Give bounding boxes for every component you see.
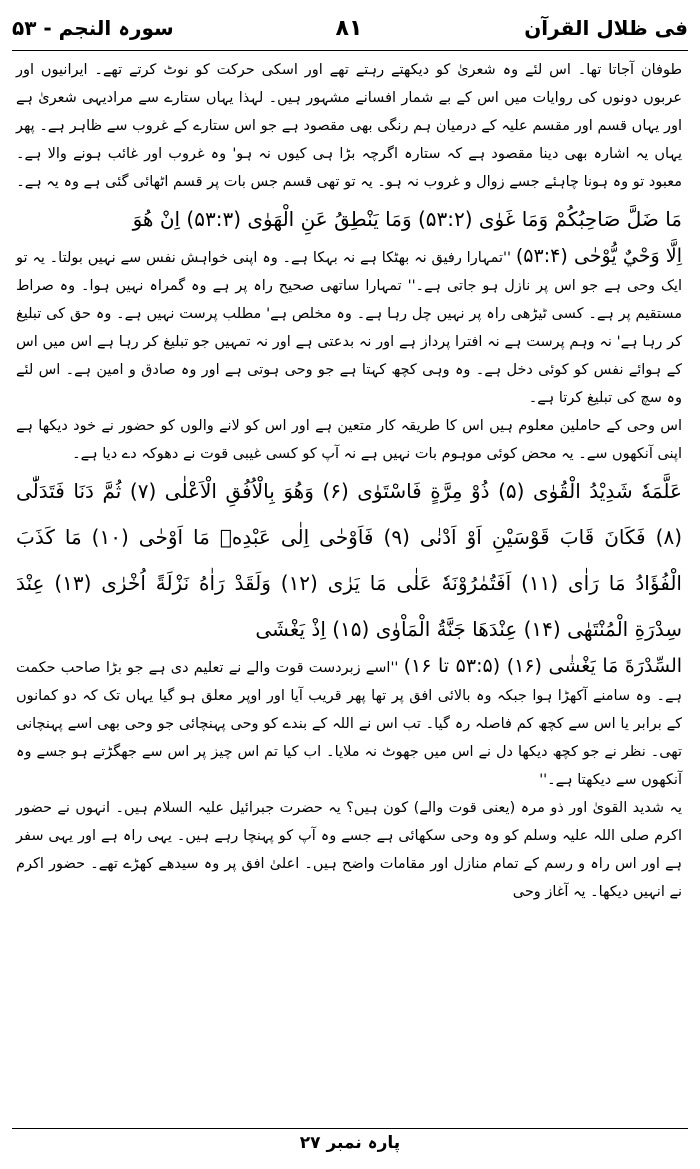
footer-divider	[12, 1128, 688, 1129]
paragraph-2	[16, 242, 682, 412]
verse-block-1: مَا ضَلَّ صَاحِبُكُمْ وَمَا غَوٰى (۵۳:۲) وَمَا يَنْطِقُ عَنِ الْهَوٰى (۵۳:۳) اِنْ هُوَ	[132, 207, 682, 231]
paragraph-5: یہ شدید القویٰ اور ذو مرہ (یعنی قوت والے) کون ہیں؟ یہ حضرت جبرائیل علیہ السلام ہیں۔ انہوں نے حضور اکرم صلی اللہ علیہ وسلم کو وہ وحی سکھائی ہے جسے وہ آپ کو پہنچا رہے ہیں۔ یہی راہ ہے اور یہی سفر ہے اور اس راہ و رسم کے تمام منازل اور مقامات واضح ہیں۔ اعلیٰ افق پر وہ سیدھے کھڑے تھے۔ حضور اکرم نے انہیں دیکھا۔ یہ آغاز وحی	[16, 800, 682, 900]
page-body	[16, 56, 682, 1123]
book-title: فی ظلال القرآن	[524, 16, 688, 40]
verse-inline-2: السِّدْرَةَ مَا يَغْشٰى (۱۶) (۵۳:۵ تا ۱۶)	[403, 655, 683, 677]
translation-1: ''تمہارا رفیق نہ بھٹکا ہے نہ بہکا ہے۔ وہ اپنی خواہش نفس سے نہیں بولتا۔ یہ تو ایک وحی ہے جو اس پر نازل ہو جاتی ہے۔'' تمہارا ساتھی صحیح راہ پر ہے وہ گمراہ نہیں ہوا۔ وہ صراط مستقیم پر ہے۔ کسی ٹیڑھی راہ پر نہیں چل رہا ہے۔ وہ مخلص ہے' مطلب پرست نہیں ہے۔ وہ حق کی تبلیغ کر رہا ہے' نہ وہم پرست ہے نہ افترا پرداز ہے اور نہ بدعتی ہے اور نہ تمہیں جو تبلیغ کر رہا ہے اس میں اس کے ہوائے نفس کو کوئی دخل ہے۔ وہ وہی کچھ کہتا ہے جو وحی ہوتی ہے اور وہ صادق و امین ہے۔ اس لئے وہ سچ کی تبلیغ کرتا ہے۔	[16, 250, 682, 406]
verse-inline-1: اِلَّا وَحْيٌ يُّوْحٰى (۵۳:۴)	[515, 245, 683, 267]
surah-label: سورہ النجم - ۵۳	[12, 16, 174, 40]
paragraph-3: اس وحی کے حاملین معلوم ہیں اس کا طریقہ کار متعین ہے اور اس کو لانے والوں کو حضور نے خود دیکھا ہے اپنی آنکھوں سے۔ یہ محض کوئی موہوم بات نہیں ہے نہ آپ کو کسی غیبی قوت نے دھوکہ دے دیا ہے۔	[16, 418, 682, 462]
page-header	[12, 8, 688, 48]
page-number: ۸۱	[335, 15, 363, 41]
paragraph-4	[16, 652, 682, 794]
header-divider	[12, 50, 688, 51]
para-number: پارہ نمبر ۲۷	[299, 1133, 401, 1153]
verse-block-2: عَلَّمَهٗ شَدِيْدُ الْقُوٰى (۵) ذُوْ مِرَّةٍ فَاسْتَوٰى (۶) وَهُوَ بِالْاُفُقِ الْاَعْلٰى (۷) ثُمَّ دَنَا فَتَدَلّٰى (۸) فَكَانَ قَابَ قَوْسَيْنِ اَوْ اَدْنٰى (۹) فَاَوْحٰى اِلٰى عَبْدِهٖ مَا اَوْحٰى (۱۰) مَا كَذَبَ الْفُؤَادُ مَا رَاٰى (۱۱) اَفَتُمٰرُوْنَهٗ عَلٰى مَا يَرٰى (۱۲) وَلَقَدْ رَاٰهُ نَزْلَةً اُخْرٰى (۱۳) عِنْدَ سِدْرَةِ الْمُنْتَهٰى (۱۴) عِنْدَهَا جَنَّةُ الْمَاْوٰى (۱۵) اِذْ يَغْشَى	[16, 479, 682, 641]
translation-2: ''اسے زبردست قوت والے نے تعلیم دی ہے جو بڑا صاحب حکمت ہے۔ وہ سامنے آکھڑا ہوا جبکہ وہ بالائی افق پر تھا پھر قریب آیا اور اوپر معلق ہو گیا یہاں تک کہ دو کمانوں کے برابر یا اس سے کچھ کم فاصلہ رہ گیا۔ تب اس نے اللہ کے بندے کو وحی پہنچائی جو وحی بھی اسے پہنچانی تھی۔ نظر نے جو کچھ دیکھا دل نے اس میں جھوٹ نہ ملایا۔ اب کیا تم اس چیز پر اس سے جھگڑتے ہو جسے وہ آنکھوں سے دیکھتا ہے۔''	[16, 660, 682, 788]
paragraph-1: طوفان آجاتا تھا۔ اس لئے وہ شعریٰ کو دیکھتے رہتے تھے اور اسکی حرکت کو نوٹ کرتے تھے۔ ایرانیوں اور عربوں دونوں کی روایات میں اس کے بے شمار افسانے مشہور ہیں۔ لہذا یہاں ستارے سے مرادیہی شعریٰ ہے اور یہاں قسم اور مقسم علیہ کے درمیان ہم رنگی بھی مقصود ہے جو اس ستارے کے غروب سے ظاہر ہے۔ پھر یہاں یہ اشارہ بھی دینا مقصود ہے کہ ستارہ اگرچہ بڑا ہی کیوں نہ ہو' وہ غروب اور غائب ہونے والا ہے۔ معبود تو وہ ہونا چاہئے جسے زوال و غروب نہ ہو۔ یہ تو تھی قسم جس بات پر قسم اٹھائی گئی ہے وہ یہ ہے۔	[16, 62, 682, 190]
